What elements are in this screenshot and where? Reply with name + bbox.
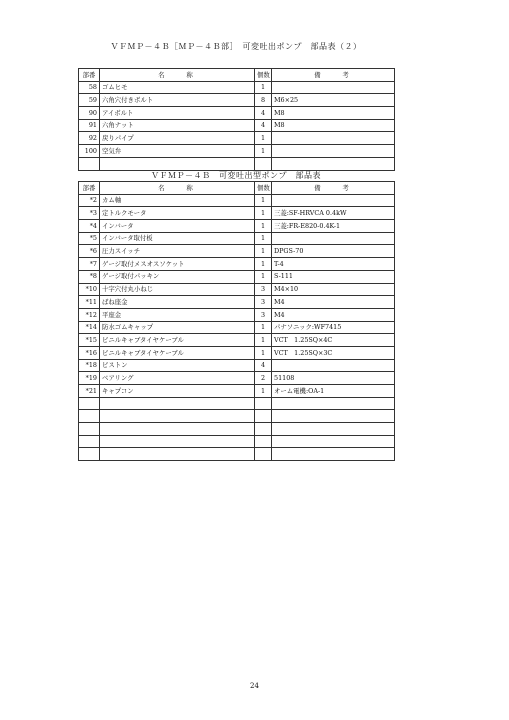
part-name-cell bbox=[100, 397, 255, 410]
quantity-cell: 1 bbox=[255, 385, 272, 398]
remark-cell bbox=[272, 410, 395, 423]
part-no-cell bbox=[79, 448, 100, 461]
table-row bbox=[79, 346, 395, 359]
table-row bbox=[79, 397, 395, 410]
remark-cell bbox=[272, 232, 395, 245]
quantity-cell: 4 bbox=[255, 359, 272, 372]
part-no-cell: *8 bbox=[79, 270, 100, 283]
quantity-cell: 3 bbox=[255, 296, 272, 309]
header-part-no: 部番 bbox=[79, 182, 100, 195]
quantity-cell: 1 bbox=[255, 321, 272, 334]
table-row bbox=[79, 94, 395, 107]
remark-cell: VCT 1.25SQ×3C bbox=[272, 346, 395, 359]
part-no-cell: *18 bbox=[79, 359, 100, 372]
quantity-cell bbox=[255, 448, 272, 461]
part-no-cell: *19 bbox=[79, 372, 100, 385]
parts-table-1-title: ＶＦＭＰ－４Ｂ［ＭＰ－４Ｂ部］ 可変吐出ポンプ 部品表（２） bbox=[110, 42, 362, 51]
part-no-cell bbox=[79, 157, 100, 170]
remark-cell bbox=[272, 359, 395, 372]
table-row bbox=[79, 145, 395, 158]
remark-cell bbox=[272, 397, 395, 410]
remark-cell bbox=[272, 435, 395, 448]
remark-cell: VCT 1.25SQ×4C bbox=[272, 334, 395, 347]
table-row bbox=[79, 435, 395, 448]
quantity-cell: 1 bbox=[255, 145, 272, 158]
part-no-cell: *4 bbox=[79, 220, 100, 233]
table-row bbox=[79, 132, 395, 145]
part-no-cell: *12 bbox=[79, 308, 100, 321]
quantity-cell: 3 bbox=[255, 308, 272, 321]
part-name-cell: ばね座金 bbox=[100, 296, 255, 309]
remark-cell: オーム電機:OA-1 bbox=[272, 385, 395, 398]
part-name-cell: インバータ bbox=[100, 220, 255, 233]
table-row bbox=[79, 157, 395, 170]
remark-cell bbox=[272, 145, 395, 158]
part-name-cell: 空気弁 bbox=[100, 145, 255, 158]
remark-cell: DPGS-70 bbox=[272, 245, 395, 258]
remark-cell bbox=[272, 423, 395, 436]
table-row bbox=[79, 448, 395, 461]
quantity-cell: 4 bbox=[255, 119, 272, 132]
part-no-cell bbox=[79, 423, 100, 436]
part-no-cell: 59 bbox=[79, 94, 100, 107]
part-no-cell: *10 bbox=[79, 283, 100, 296]
part-name-cell: ゲージ取付メスオスソケット bbox=[100, 258, 255, 271]
part-no-cell: 58 bbox=[79, 81, 100, 94]
part-no-cell: *15 bbox=[79, 334, 100, 347]
parts-table-2 bbox=[78, 181, 395, 461]
table-row bbox=[79, 207, 395, 220]
part-no-cell bbox=[79, 410, 100, 423]
page-number: 24 bbox=[250, 682, 259, 690]
part-name-cell: カム軸 bbox=[100, 194, 255, 207]
part-name-cell: インバータ取付板 bbox=[100, 232, 255, 245]
table-row bbox=[79, 359, 395, 372]
part-name-cell bbox=[100, 423, 255, 436]
part-no-cell: *16 bbox=[79, 346, 100, 359]
table-header-row bbox=[79, 182, 395, 195]
table-row bbox=[79, 270, 395, 283]
quantity-cell: 1 bbox=[255, 132, 272, 145]
table-row bbox=[79, 423, 395, 436]
table-row bbox=[79, 321, 395, 334]
header-part-no: 部番 bbox=[79, 69, 100, 82]
part-name-cell: ビニルキャブタイヤケーブル bbox=[100, 334, 255, 347]
remark-cell: M4 bbox=[272, 308, 395, 321]
remark-cell bbox=[272, 157, 395, 170]
part-name-cell: ゲージ取付パッキン bbox=[100, 270, 255, 283]
table-row bbox=[79, 334, 395, 347]
part-name-cell bbox=[100, 410, 255, 423]
part-name-cell: 定トルクモータ bbox=[100, 207, 255, 220]
quantity-cell: 1 bbox=[255, 270, 272, 283]
table-row bbox=[79, 220, 395, 233]
remark-cell: M8 bbox=[272, 107, 395, 120]
part-no-cell: 100 bbox=[79, 145, 100, 158]
part-name-cell: ピストン bbox=[100, 359, 255, 372]
part-name-cell: 平座金 bbox=[100, 308, 255, 321]
remark-cell: パナソニック:WF7415 bbox=[272, 321, 395, 334]
header-quantity: 個数 bbox=[255, 69, 272, 82]
quantity-cell bbox=[255, 157, 272, 170]
part-no-cell bbox=[79, 435, 100, 448]
quantity-cell: 2 bbox=[255, 372, 272, 385]
table-row bbox=[79, 283, 395, 296]
table-row bbox=[79, 296, 395, 309]
table-row bbox=[79, 107, 395, 120]
part-name-cell: 防水ゴムキャップ bbox=[100, 321, 255, 334]
part-name-cell: ベアリング bbox=[100, 372, 255, 385]
part-no-cell: *6 bbox=[79, 245, 100, 258]
quantity-cell: 1 bbox=[255, 220, 272, 233]
table-row bbox=[79, 232, 395, 245]
table-row bbox=[79, 258, 395, 271]
part-name-cell: 六角穴付きボルト bbox=[100, 94, 255, 107]
header-name: 名 称 bbox=[100, 69, 255, 82]
quantity-cell: 1 bbox=[255, 258, 272, 271]
table-row bbox=[79, 308, 395, 321]
table-row bbox=[79, 372, 395, 385]
part-no-cell: *21 bbox=[79, 385, 100, 398]
quantity-cell: 1 bbox=[255, 207, 272, 220]
quantity-cell bbox=[255, 410, 272, 423]
table-row bbox=[79, 194, 395, 207]
remark-cell bbox=[272, 194, 395, 207]
quantity-cell: 3 bbox=[255, 283, 272, 296]
remark-cell: 三菱:SF-HRVCA 0.4kW bbox=[272, 207, 395, 220]
part-name-cell bbox=[100, 448, 255, 461]
part-no-cell: *14 bbox=[79, 321, 100, 334]
quantity-cell bbox=[255, 435, 272, 448]
part-name-cell: ゴムヒモ bbox=[100, 81, 255, 94]
remark-cell: M6×25 bbox=[272, 94, 395, 107]
remark-cell bbox=[272, 81, 395, 94]
part-no-cell: *11 bbox=[79, 296, 100, 309]
remark-cell: S-111 bbox=[272, 270, 395, 283]
parts-table-2-title: ＶＦＭＰ－４Ｂ 可変吐出型ポンプ 部品表 bbox=[151, 171, 321, 180]
part-no-cell: *5 bbox=[79, 232, 100, 245]
quantity-cell bbox=[255, 423, 272, 436]
table-row bbox=[79, 245, 395, 258]
part-name-cell bbox=[100, 157, 255, 170]
remark-cell: M4 bbox=[272, 296, 395, 309]
quantity-cell: 1 bbox=[255, 194, 272, 207]
remark-cell: M4×10 bbox=[272, 283, 395, 296]
part-no-cell: 91 bbox=[79, 119, 100, 132]
part-name-cell: ビニルキャブタイヤケーブル bbox=[100, 346, 255, 359]
parts-table-1 bbox=[78, 68, 395, 171]
quantity-cell: 1 bbox=[255, 81, 272, 94]
table-row bbox=[79, 81, 395, 94]
quantity-cell bbox=[255, 397, 272, 410]
part-name-cell: アイボルト bbox=[100, 107, 255, 120]
header-remarks: 備 考 bbox=[272, 69, 395, 82]
remark-cell: T-4 bbox=[272, 258, 395, 271]
table-row bbox=[79, 410, 395, 423]
remark-cell bbox=[272, 448, 395, 461]
part-no-cell: *2 bbox=[79, 194, 100, 207]
header-quantity: 個数 bbox=[255, 182, 272, 195]
part-no-cell: *7 bbox=[79, 258, 100, 271]
part-name-cell: キャプコン bbox=[100, 385, 255, 398]
table-row bbox=[79, 119, 395, 132]
remark-cell: 三菱:FR-E820-0.4K-1 bbox=[272, 220, 395, 233]
remark-cell bbox=[272, 132, 395, 145]
part-no-cell bbox=[79, 397, 100, 410]
remark-cell: 51108 bbox=[272, 372, 395, 385]
part-name-cell: 圧力スイッチ bbox=[100, 245, 255, 258]
table-row bbox=[79, 385, 395, 398]
quantity-cell: 1 bbox=[255, 334, 272, 347]
part-no-cell: 92 bbox=[79, 132, 100, 145]
quantity-cell: 1 bbox=[255, 346, 272, 359]
part-name-cell: 六角ナット bbox=[100, 119, 255, 132]
part-no-cell: 90 bbox=[79, 107, 100, 120]
header-name: 名 称 bbox=[100, 182, 255, 195]
quantity-cell: 8 bbox=[255, 94, 272, 107]
part-name-cell: 戻りパイプ bbox=[100, 132, 255, 145]
part-name-cell: 十字穴付丸小ねじ bbox=[100, 283, 255, 296]
quantity-cell: 1 bbox=[255, 245, 272, 258]
quantity-cell: 1 bbox=[255, 232, 272, 245]
header-remarks: 備 考 bbox=[272, 182, 395, 195]
part-name-cell bbox=[100, 435, 255, 448]
part-no-cell: *3 bbox=[79, 207, 100, 220]
remark-cell: M8 bbox=[272, 119, 395, 132]
table-header-row bbox=[79, 69, 395, 82]
quantity-cell: 4 bbox=[255, 107, 272, 120]
